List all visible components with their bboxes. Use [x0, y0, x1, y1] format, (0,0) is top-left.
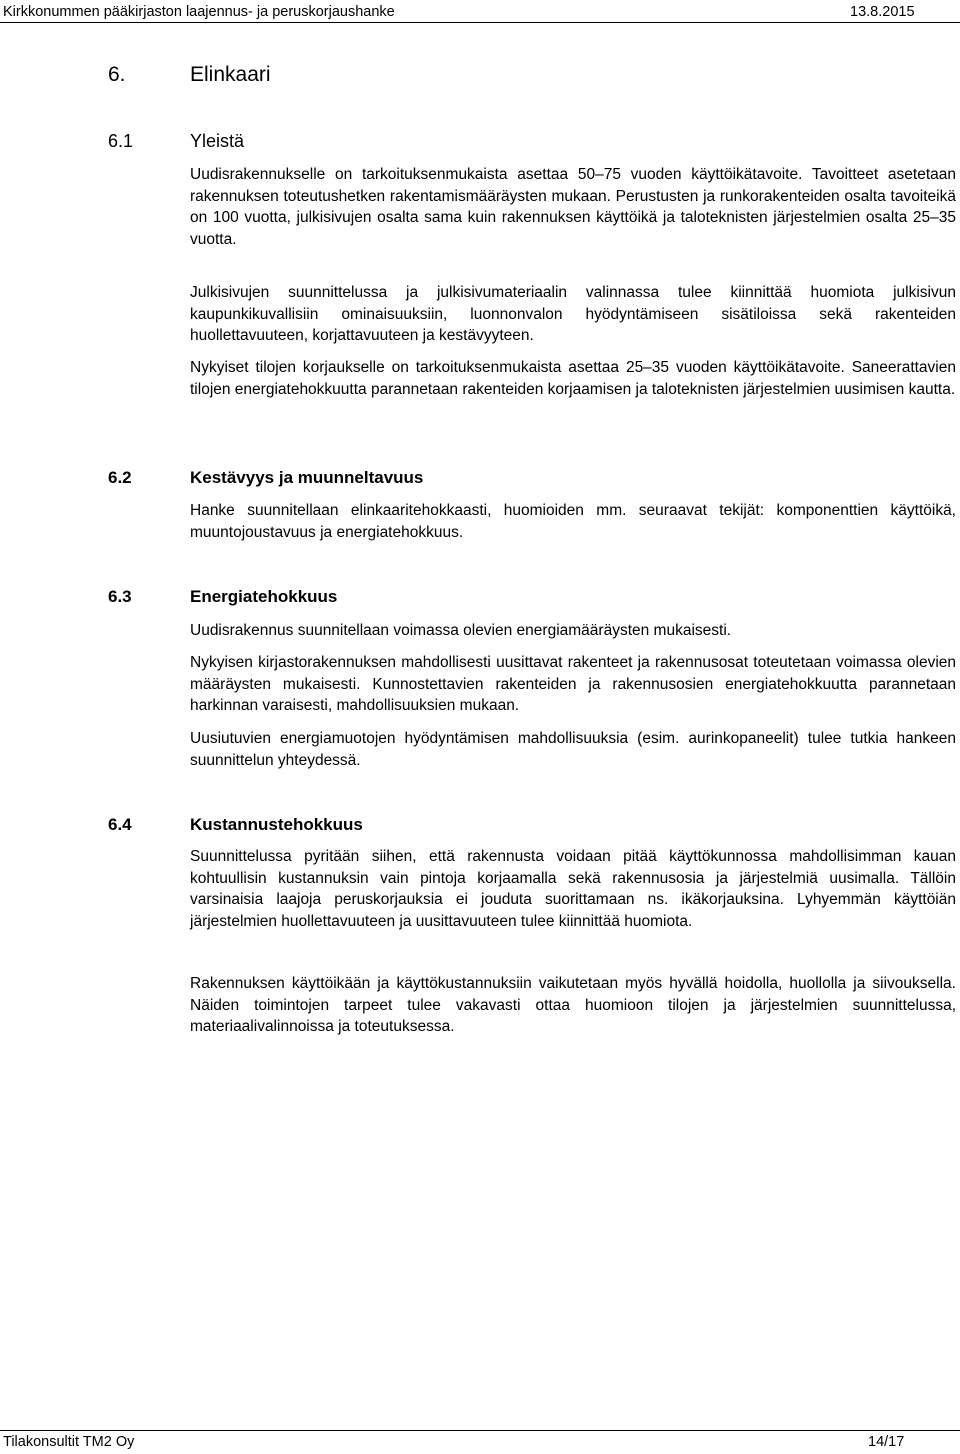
- section-heading-6-4: [0, 814, 960, 836]
- section-heading-6-1: [0, 130, 960, 152]
- section-6-4-paragraph-2: Rakennuksen käyttöikään ja käyttökustannuksiin vaikutetaan myös hyvällä hoidolla, huollolla ja siivouksella. Näiden toimintojen tarpeet tulee vakavasti ottaa huomioon tilojen ja järjestelmien suunnittelussa, materiaalivalinnoissa ja toteutuksessa.: [190, 975, 956, 1036]
- section-6-1-paragraph-2: Julkisivujen suunnittelussa ja julkisivumateriaalin valinnassa tulee kiinnittää huomiota julkisivun kaupunkikuvallisiin ominaisuuksiin, luonnonvalon hyödyntämiseen sisätiloissa sekä rakenteiden huollettavuuteen, korjattavuuteen ja kestävyyteen.: [190, 284, 956, 345]
- section-title: Kustannustehokkuus: [190, 815, 363, 834]
- chapter-title: Elinkaari: [190, 63, 271, 86]
- section-title: Yleistä: [190, 131, 245, 151]
- section-6-3-paragraph-2: Nykyisen kirjastorakennuksen mahdollisesti uusittavat rakenteet ja rakennusosat toteutetaan voimassa olevien määräysten mukaisesti. Kunnostettavien rakenteiden ja rakennusosien energiatehokkuutta parannetaan harkinnan varaisesti, mahdollisuuksien mukaan.: [190, 654, 956, 715]
- section-number: 6.1: [108, 131, 134, 151]
- section-number: 6.2: [108, 468, 132, 487]
- section-heading-6-2: [0, 467, 960, 489]
- chapter-number: 6.: [108, 63, 126, 86]
- section-title: Kestävyys ja muunneltavuus: [190, 468, 424, 487]
- section-6-1-paragraph-3: Nykyiset tilojen korjaukselle on tarkoituksenmukaista asettaa 25–35 vuoden käyttöikätavoite. Saneerattavien tilojen energiatehokkuutta parannetaan rakenteiden korjaamisen ja taloteknisten järjestelmien uusimisen kautta.: [190, 359, 956, 398]
- section-6-3-paragraph-3: Uusiutuvien energiamuotojen hyödyntämisen mahdollisuuksia (esim. aurinkopaneelit) tulee tutkia hankeen suunnittelun yhteydessä.: [190, 730, 956, 769]
- section-6-3-paragraph-1: Uudisrakennus suunnitellaan voimassa olevien energiamääräysten mukaisesti.: [190, 622, 732, 639]
- header-title: Kirkkonummen pääkirjaston laajennus- ja peruskorjaushanke: [3, 4, 395, 20]
- page-header: [0, 0, 960, 24]
- section-6-1-paragraph-1: Uudisrakennukselle on tarkoituksenmukaista asettaa 50–75 vuoden käyttöikätavoite. Tavoitteet asetetaan rakennuksen toteutushetken rakentamismääräysten mukaan. Perustusten ja runkorakenteiden osalta tavoiteikä on 100 vuotta, julkisivujen osalta sama kuin rakennuksen käyttöikä ja taloteknisten järjestelmien osalta 25–35 vuotta.: [190, 166, 956, 248]
- header-divider: [0, 22, 960, 23]
- section-number: 6.3: [108, 587, 132, 606]
- section-6-2-paragraph-1: Hanke suunnitellaan elinkaaritehokkaasti, huomioiden mm. seuraavat tekijät: komponenttien käyttöikä, muuntojoustavuus ja energiatehokkuus.: [190, 502, 956, 541]
- page-number: 14/17: [868, 1434, 905, 1450]
- section-number: 6.4: [108, 815, 132, 834]
- section-heading-6-3: [0, 586, 960, 608]
- section-6-4-paragraph-1: Suunnittelussa pyritään siihen, että rakennusta voidaan pitää käyttökunnossa mahdollisimman kauan kohtuullisin kustannuksin vain pintoja korjaamalla sekä rakennusosia ja järjestelmiä uusimalla. Tällöin varsinaisia laajoja peruskorjauksia ei jouduta suorittamaan ns. ikäkorjauksina. Lyhyemmän käyttöiän järjestelmien huollettavuuteen ja uusittavuuteen tulee kiinnittää huomiota.: [190, 848, 956, 930]
- header-date: 13.8.2015: [850, 4, 915, 20]
- footer-company: Tilakonsultit TM2 Oy: [3, 1434, 135, 1450]
- page-footer: [0, 1428, 960, 1451]
- section-title: Energiatehokkuus: [190, 587, 338, 606]
